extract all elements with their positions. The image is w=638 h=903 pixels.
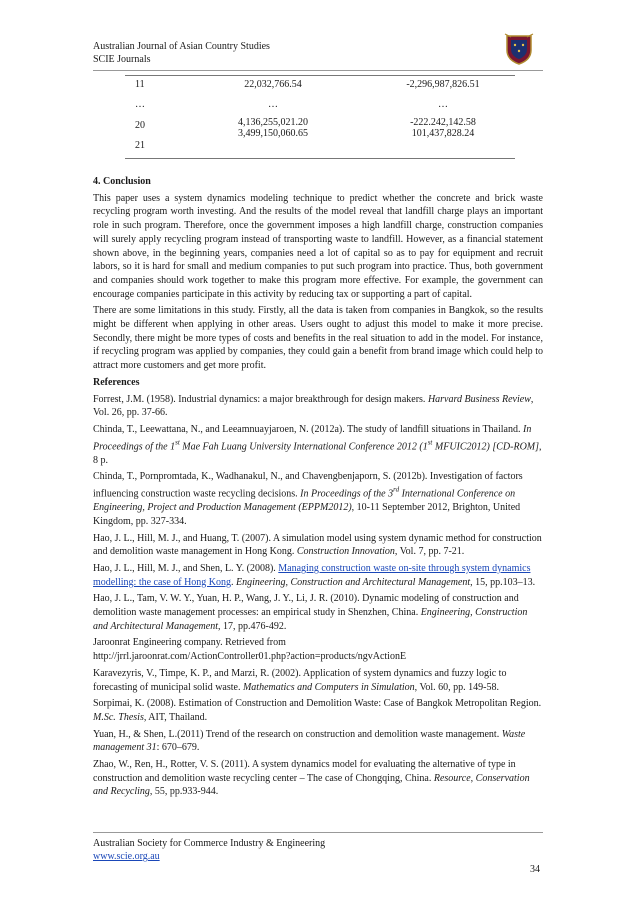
reference-item: Yuan, H., & Shen, L.(2011) Trend of the research on construction and demolition waste management. Waste management 31: 670–679. [93, 728, 526, 754]
table-bottom-rule [125, 158, 515, 159]
table-cell-a: … [268, 99, 278, 110]
table-cell-b: 101,437,828.24 [411, 128, 475, 139]
journal-index: SCIE Journals [93, 54, 151, 65]
reference-item: Karavezyris, V., Timpe, K. P., and Marzi, R. (2002). Application of system dynamics and fuzzy logic to forecasting of municipal solid waste. Mathematics and Computers in Simulation, Vol. 60, pp. 149-58. [93, 667, 507, 693]
footer-org: Australian Society for Commerce Industry & Engineering [93, 838, 326, 849]
header-divider [93, 70, 543, 71]
reference-item: Hao, J. L., Tam, V. W. Y., Yuan, H. P., Wang, J. Y., Li, J. R. (2010). Dynamic modeling of construction and demolition waste management processes: an empirical study in Shenzhen, China. Engineering, Construction and Architectural Management, 17, pp.476-492. [93, 593, 528, 632]
table-cell-b: … [438, 99, 448, 110]
table-cell-b: -222.242,142.58 [410, 117, 476, 128]
reference-item: Hao, J. L., Hill, M. J., and Huang, T. (2007). A simulation model using system dynamic method for construction and demolition waste management in Hong Kong. Construction Innovation, Vol. 7, pp. 7-21. [93, 532, 542, 558]
reference-item: Sorpimai, K. (2008). Estimation of Construction and Demolition Waste: Case of Bangkok Metropolitan Region. M.Sc. Thesis, AIT, Thailand. [93, 698, 542, 723]
reference-item: Chinda, T., Pornpromtada, K., Wadhanakul, N., and Chavengbenjaporn, S. (2012b). Investigation of factors influencing construction waste recycling decisions. In Proceedings of the 3rd International Conference on Engineering, Project and Production Management (EPPM2012), 10-11 September 2012, Brighton, United Kingdom, pp. 327-334. [93, 471, 523, 527]
article-body [93, 175, 543, 802]
table-cell-year: 11 [135, 79, 145, 90]
table-cell-b: -2,296,987,826.51 [406, 79, 480, 90]
conclusion-heading: 4. Conclusion [93, 176, 151, 187]
running-header [93, 40, 270, 66]
page-number: 34 [530, 864, 540, 875]
table-cell-a: 3,499,150,060.65 [238, 128, 308, 139]
reference-link[interactable]: Managing construction waste on-site through system dynamics modelling: the case of Hong Kong [93, 562, 531, 588]
references-heading: References [93, 376, 140, 388]
table-cell-year: … [135, 99, 145, 110]
table-cell-year: 20 [135, 120, 145, 131]
conclusion-paragraph-2: There are some limitations in this study. Firstly, all the data is taken from companies in Bangkok, so the results might be different when applying in other areas. Users ought to adjust this model to make it more precise. Secondly, there might be more types of costs and benefits in the real situation to add in the model. For instance, if recycling program was applied by companies, they could gain a benefit from brand image which could help to attract more customers and get more profit. [93, 305, 543, 372]
table-cell-a: 22,032,766.54 [244, 79, 302, 90]
reference-item: Zhao, W., Ren, H., Rotter, V. S. (2011). A system dynamics model for evaluating the alternative of type in construction and demolition waste recycling center – The case of Chongqing, China. Resource, Conservation and Recycling, 55, pp.933-944. [93, 759, 530, 798]
footer-url-link[interactable]: www.scie.org.au [93, 851, 160, 862]
footer-divider [93, 832, 543, 833]
table-top-rule [125, 75, 515, 76]
running-footer [93, 837, 325, 863]
reference-item: Chinda, T., Leewattana, N., and Leeamnuayjaroen, N. (2012a). The study of landfill situations in Thailand. In Proceedings of the 1st Mae Fah Luang University International Conference 2012 (1st MFUIC2012) [CD-ROM], 8 p. [93, 423, 542, 466]
journal-title: Australian Journal of Asian Country Studies [93, 41, 270, 52]
reference-item: Hao, J. L., Hill, M. J., and Shen, L. Y. (2008). Managing construction waste on-site through system dynamics modelling: the case of Hong Kong. Engineering, Construction and Architectural Management, 15, pp.103–13. [93, 562, 536, 588]
conclusion-paragraph-1: This paper uses a system dynamics modeling technique to predict whether the concrete and brick waste recycling program worth investing. And the results of the model reveal that landfill charge plays an important role in such program. Therefore, once the government imposes a high landfill charge, construction companies will surely apply recycling program instead of transporting waste to landfill. However, as a financial statement shown above, in the beginning years, companies need a lot of capital so as to pay for equipment and recruit labors, so it is hard for small and medium companies to put such program into practice. Thus, both government and companies should work together to make this program more effective. For example, the government can encourage companies participate in this activity by reducing tax or supporting a part of capital. [93, 192, 543, 300]
table-cell-year: 21 [135, 140, 145, 151]
crest-icon [503, 32, 535, 66]
reference-item: Forrest, J.M. (1958). Industrial dynamics: a major breakthrough for design makers. Harvard Business Review, Vol. 26, pp. 37-66. [93, 393, 534, 419]
table-cell-a: 4,136,255,021.20 [238, 117, 308, 128]
reference-item: Jaroonrat Engineering company. Retrieved from http://jrrl.jaroonrat.com/ActionController01.php?action=products/ngvActionE [93, 637, 407, 663]
